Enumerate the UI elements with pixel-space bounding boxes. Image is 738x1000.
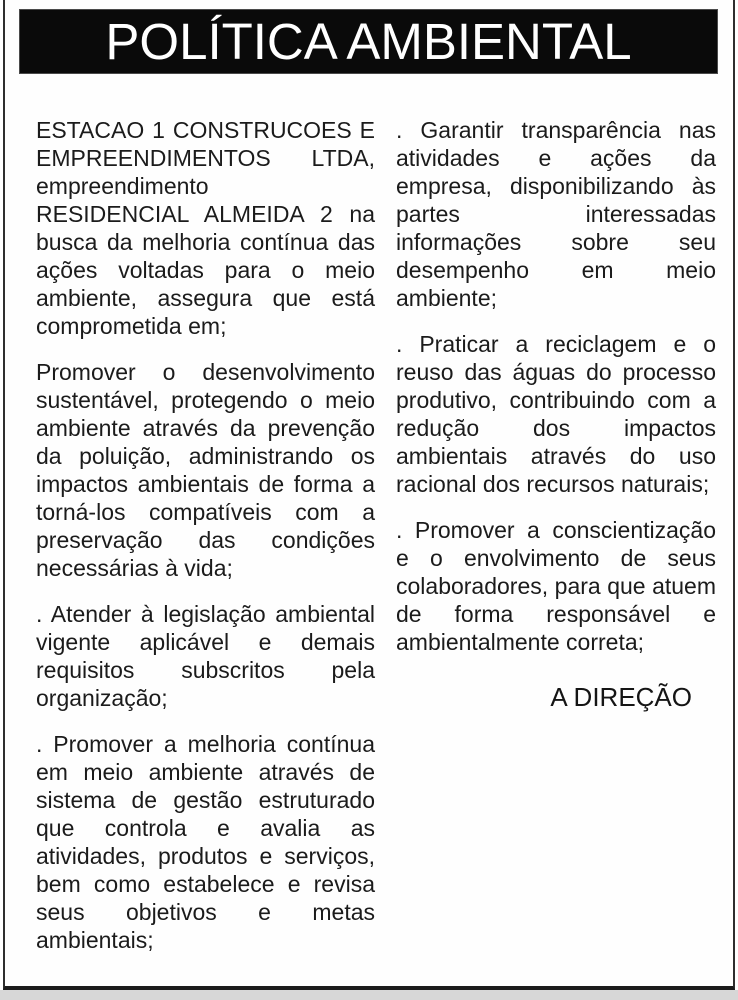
content-columns: [5, 116, 733, 972]
right-column-paragraphs: [396, 116, 716, 656]
paragraph: . Garantir transparência nas atividades e ações da empresa, disponibilizando às partes interessadas informações sobre seu desempenho em meio ambiente;: [396, 117, 716, 311]
signature: A DIREÇÃO: [550, 682, 692, 712]
paragraph: ESTACAO 1 CONSTRUCOES E EMPREENDIMENTOS LTDA, empreendimento RESIDENCIAL ALMEIDA 2 na busca da melhoria contínua das ações voltadas para o meio ambiente, assegura que está comprometida em;: [36, 117, 375, 339]
left-column: [36, 116, 375, 972]
title-banner: [19, 9, 718, 74]
paragraph: Promover o desenvolvimento sustentável, protegendo o meio ambiente através da prevenção da poluição, administrando os impactos ambientais de forma a torná-los compatíveis com a preservação das condições necessárias à vida;: [36, 359, 375, 581]
paragraph: . Atender à legislação ambiental vigente aplicável e demais requisitos subscritos pela organização;: [36, 601, 375, 711]
document-page: [3, 0, 735, 990]
scan-edge-shadow: [0, 990, 738, 1000]
right-column: [396, 116, 716, 972]
paragraph: . Promover a melhoria contínua em meio ambiente através de sistema de gestão estruturado que controla e avalia as atividades, produtos e serviços, bem como estabelece e revisa seus objetivos e metas ambientais;: [36, 731, 375, 953]
paragraph: . Praticar a reciclagem e o reuso das águas do processo produtivo, contribuindo com a redução dos impactos ambientais através do uso racional dos recursos naturais;: [396, 331, 716, 497]
paragraph: . Promover a conscientização e o envolvimento de seus colaboradores, para que atuem de forma responsável e ambientalmente correta;: [396, 517, 716, 655]
page-title: POLÍTICA AMBIENTAL: [105, 13, 632, 70]
